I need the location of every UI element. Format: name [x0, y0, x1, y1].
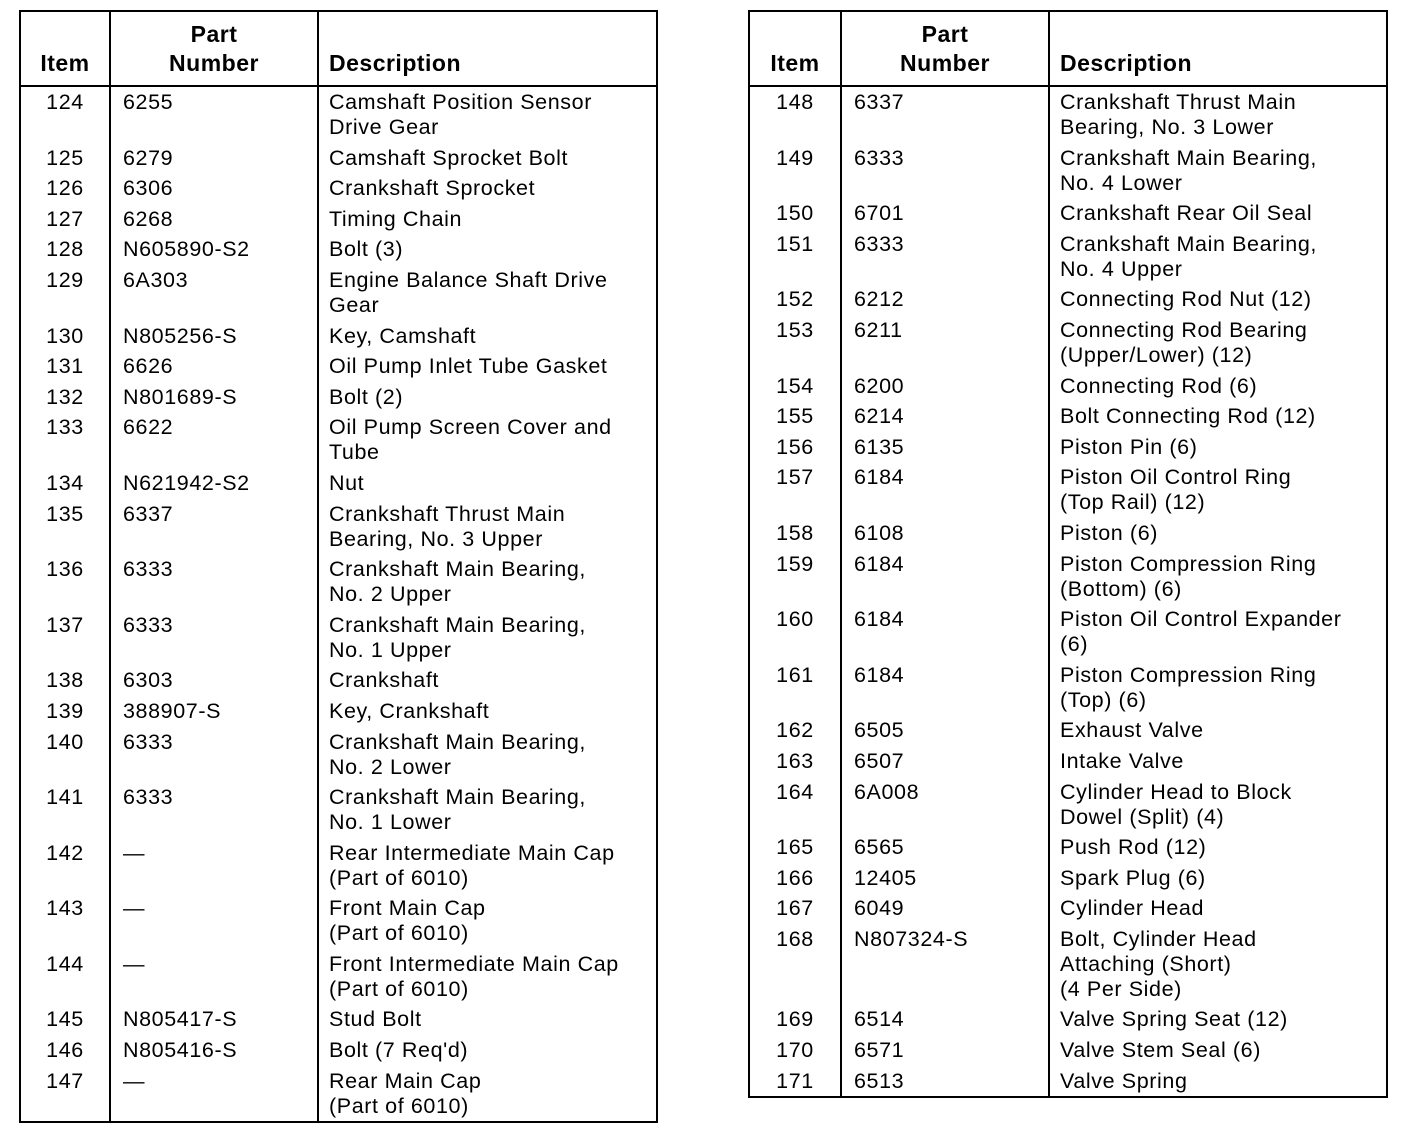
part-number: 6571	[854, 1038, 905, 1063]
table-body	[21, 87, 656, 1124]
part-number: 6333	[123, 557, 174, 582]
description: Connecting Rod Nut (12)	[1060, 287, 1312, 312]
description: Key, Crankshaft	[329, 698, 490, 723]
table-body	[750, 87, 1386, 1099]
part-number: 6255	[123, 90, 174, 114]
header-part-line2: Number	[900, 50, 990, 76]
table-row	[750, 521, 1386, 546]
table-row	[750, 90, 1386, 140]
item-number: 133	[46, 415, 84, 440]
part-number: 6184	[854, 465, 905, 490]
table-row	[750, 465, 1386, 515]
description: Key, Camshaft	[329, 323, 477, 348]
table-header	[750, 12, 1386, 87]
part-number: —	[123, 896, 146, 921]
description: Bolt Connecting Rod (12)	[1060, 404, 1316, 429]
table-row	[750, 435, 1386, 460]
table-row	[21, 668, 656, 693]
table-row	[750, 718, 1386, 743]
table-row	[750, 663, 1386, 713]
description: Engine Balance Shaft Drive Gear	[329, 267, 608, 317]
item-number: 134	[46, 470, 84, 495]
description: Spark Plug (6)	[1060, 865, 1206, 890]
item-number: 137	[46, 612, 84, 637]
description: Crankshaft Thrust Main Bearing, No. 3 Lower	[1060, 90, 1297, 139]
table-row	[750, 835, 1386, 860]
header-part-number	[842, 12, 1048, 85]
item-number: 132	[46, 384, 84, 409]
part-number: 6212	[854, 287, 905, 312]
description: Rear Intermediate Main Cap (Part of 6010)	[329, 840, 615, 890]
item-number: 151	[776, 231, 814, 256]
description: Nut	[329, 470, 365, 495]
description: Crankshaft Thrust Main Bearing, No. 3 Upper	[329, 501, 566, 551]
part-number: 6626	[123, 354, 174, 379]
part-number: 6333	[854, 231, 905, 256]
item-number: 166	[776, 865, 814, 890]
item-number: 138	[46, 668, 84, 693]
table-row	[750, 1007, 1386, 1032]
table-row	[21, 471, 656, 496]
table-row	[21, 237, 656, 262]
part-number: 6701	[854, 201, 905, 226]
item-number: 146	[46, 1038, 84, 1063]
table-row	[21, 90, 656, 140]
part-number: N801689-S	[123, 384, 238, 409]
part-number: —	[123, 840, 146, 865]
item-number: 145	[46, 1007, 84, 1032]
table-row	[21, 354, 656, 379]
description: Bolt (3)	[329, 237, 404, 262]
description: Crankshaft Main Bearing, No. 4 Lower	[1060, 145, 1317, 195]
description: Exhaust Valve	[1060, 718, 1204, 743]
item-number: 162	[776, 718, 814, 743]
table-header	[21, 12, 656, 87]
description: Camshaft Position Sensor Drive Gear	[329, 90, 592, 139]
part-number: N805256-S	[123, 323, 238, 348]
item-number: 171	[776, 1068, 814, 1093]
table-row	[750, 927, 1386, 1002]
table-row	[21, 324, 656, 349]
item-number: 170	[776, 1038, 814, 1063]
part-number: 6514	[854, 1007, 905, 1032]
description: Cylinder Head to Block Dowel (Split) (4)	[1060, 779, 1292, 829]
table-row	[21, 1069, 656, 1119]
part-number: 6507	[854, 748, 905, 773]
item-number: 167	[776, 896, 814, 921]
item-number: 155	[776, 404, 814, 429]
table-row	[21, 896, 656, 946]
item-number: 143	[46, 896, 84, 921]
item-number: 125	[46, 145, 84, 170]
header-description	[319, 12, 656, 85]
item-number: 127	[46, 206, 84, 231]
part-number: 6184	[854, 662, 905, 687]
item-number: 129	[46, 267, 84, 292]
description: Piston Compression Ring (Top) (6)	[1060, 662, 1317, 712]
table-row	[750, 749, 1386, 774]
header-part-line1: Part	[190, 21, 238, 47]
parts-table-right	[748, 10, 1388, 1098]
description: Push Rod (12)	[1060, 835, 1207, 860]
item-number: 160	[776, 607, 814, 632]
description: Bolt, Cylinder Head Attaching (Short) (4 Per Side)	[1060, 926, 1257, 1001]
item-number: 141	[46, 785, 84, 810]
item-number: 152	[776, 287, 814, 312]
item-number: 142	[46, 840, 84, 865]
item-number: 124	[46, 90, 84, 114]
description: Rear Main Cap (Part of 6010)	[329, 1068, 482, 1118]
table-row	[21, 557, 656, 607]
description: Bolt (2)	[329, 384, 404, 409]
description: Oil Pump Screen Cover and Tube	[329, 415, 612, 465]
part-number: 12405	[854, 865, 917, 890]
part-number: N805417-S	[123, 1007, 238, 1032]
description: Piston Compression Ring (Bottom) (6)	[1060, 551, 1317, 601]
table-row	[21, 730, 656, 780]
table-row	[750, 1069, 1386, 1094]
part-number: N621942-S2	[123, 470, 250, 495]
item-number: 147	[46, 1068, 84, 1093]
table-row	[21, 502, 656, 552]
part-number: 6333	[123, 785, 174, 810]
description: Oil Pump Inlet Tube Gasket	[329, 354, 608, 379]
description: Valve Spring Seat (12)	[1060, 1007, 1288, 1032]
item-number: 144	[46, 951, 84, 976]
description: Crankshaft Main Bearing, No. 2 Lower	[329, 729, 586, 779]
table-row	[750, 552, 1386, 602]
table-row	[750, 607, 1386, 657]
item-number: 169	[776, 1007, 814, 1032]
description: Piston (6)	[1060, 520, 1159, 545]
header-part-line2: Number	[169, 50, 259, 76]
item-number: 131	[46, 354, 84, 379]
part-number: 6049	[854, 896, 905, 921]
description: Front Main Cap (Part of 6010)	[329, 896, 486, 946]
item-number: 161	[776, 662, 814, 687]
table-row	[21, 613, 656, 663]
part-number: —	[123, 951, 146, 976]
table-row	[21, 385, 656, 410]
header-description	[1050, 12, 1386, 85]
description: Piston Pin (6)	[1060, 434, 1198, 459]
item-number: 148	[776, 90, 814, 114]
part-number: 6200	[854, 373, 905, 398]
table-row	[750, 146, 1386, 196]
description: Intake Valve	[1060, 748, 1184, 773]
part-number: 6337	[123, 501, 174, 526]
item-number: 159	[776, 551, 814, 576]
item-number: 153	[776, 317, 814, 342]
item-number: 165	[776, 835, 814, 860]
item-number: 130	[46, 323, 84, 348]
item-number: 135	[46, 501, 84, 526]
description: Crankshaft Main Bearing, No. 1 Upper	[329, 612, 586, 662]
part-number: N605890-S2	[123, 237, 250, 262]
table-row	[21, 841, 656, 891]
item-number: 150	[776, 201, 814, 226]
table-row	[750, 201, 1386, 226]
description: Crankshaft Main Bearing, No. 2 Upper	[329, 557, 586, 607]
part-number: 6184	[854, 607, 905, 632]
item-number: 164	[776, 779, 814, 804]
description: Connecting Rod (6)	[1060, 373, 1258, 398]
table-row	[750, 318, 1386, 368]
part-number: 6622	[123, 415, 174, 440]
description: Piston Oil Control Ring (Top Rail) (12)	[1060, 465, 1292, 515]
part-number: 6211	[854, 317, 903, 342]
table-row	[21, 1007, 656, 1032]
header-item-label: Item	[770, 50, 820, 76]
part-number: 6306	[123, 176, 174, 201]
description: Front Intermediate Main Cap (Part of 6010)	[329, 951, 619, 1001]
item-number: 149	[776, 145, 814, 170]
description: Crankshaft Sprocket	[329, 176, 536, 201]
part-number: 388907-S	[123, 698, 222, 723]
part-number: N805416-S	[123, 1038, 238, 1063]
table-row	[750, 232, 1386, 282]
description: Timing Chain	[329, 206, 463, 231]
description: Bolt (7 Req'd)	[329, 1038, 469, 1063]
part-number: 6268	[123, 206, 174, 231]
item-number: 158	[776, 520, 814, 545]
table-row	[750, 896, 1386, 921]
table-row	[750, 1038, 1386, 1063]
part-number: 6279	[123, 145, 174, 170]
parts-table-left	[19, 10, 658, 1123]
item-number: 126	[46, 176, 84, 201]
part-number: 6333	[854, 145, 905, 170]
item-number: 157	[776, 465, 814, 490]
part-number: 6565	[854, 835, 905, 860]
description: Crankshaft Rear Oil Seal	[1060, 201, 1313, 226]
description: Cylinder Head	[1060, 896, 1205, 921]
header-item-label: Item	[40, 50, 90, 76]
table-row	[21, 207, 656, 232]
table-row	[750, 780, 1386, 830]
table-row	[21, 415, 656, 465]
table-row	[21, 1038, 656, 1063]
part-number: 6214	[854, 404, 905, 429]
part-number: 6135	[854, 434, 905, 459]
part-number: 6108	[854, 520, 905, 545]
table-row	[21, 146, 656, 171]
part-number: —	[123, 1068, 146, 1093]
description: Valve Spring	[1060, 1068, 1188, 1093]
part-number: 6A008	[854, 779, 920, 804]
header-part-line1: Part	[921, 21, 969, 47]
table-row	[750, 374, 1386, 399]
item-number: 128	[46, 237, 84, 262]
header-part-number	[111, 12, 317, 85]
header-item	[750, 12, 840, 85]
part-number: 6303	[123, 668, 174, 693]
part-number: N807324-S	[854, 926, 969, 951]
part-number: 6337	[854, 90, 905, 114]
table-row	[21, 785, 656, 835]
table-row	[21, 699, 656, 724]
part-number: 6333	[123, 612, 174, 637]
part-number: 6333	[123, 729, 174, 754]
description: Stud Bolt	[329, 1007, 422, 1032]
part-number: 6184	[854, 551, 905, 576]
table-row	[21, 176, 656, 201]
item-number: 168	[776, 926, 814, 951]
table-row	[750, 287, 1386, 312]
table-row	[21, 268, 656, 318]
description: Crankshaft Main Bearing, No. 4 Upper	[1060, 231, 1317, 281]
header-item	[21, 12, 109, 85]
description: Crankshaft	[329, 668, 439, 693]
item-number: 156	[776, 434, 814, 459]
item-number: 139	[46, 698, 84, 723]
description: Crankshaft Main Bearing, No. 1 Lower	[329, 785, 586, 835]
item-number: 154	[776, 373, 814, 398]
table-row	[750, 866, 1386, 891]
header-description-label: Description	[329, 50, 462, 76]
header-description-label: Description	[1060, 50, 1193, 76]
part-number: 6505	[854, 718, 905, 743]
part-number: 6A303	[123, 267, 189, 292]
description: Camshaft Sprocket Bolt	[329, 145, 569, 170]
description: Valve Stem Seal (6)	[1060, 1038, 1261, 1063]
part-number: 6513	[854, 1068, 905, 1093]
table-row	[21, 952, 656, 1002]
description: Piston Oil Control Expander (6)	[1060, 607, 1342, 657]
item-number: 140	[46, 729, 84, 754]
table-row	[750, 404, 1386, 429]
item-number: 136	[46, 557, 84, 582]
item-number: 163	[776, 748, 814, 773]
description: Connecting Rod Bearing (Upper/Lower) (12)	[1060, 317, 1308, 367]
